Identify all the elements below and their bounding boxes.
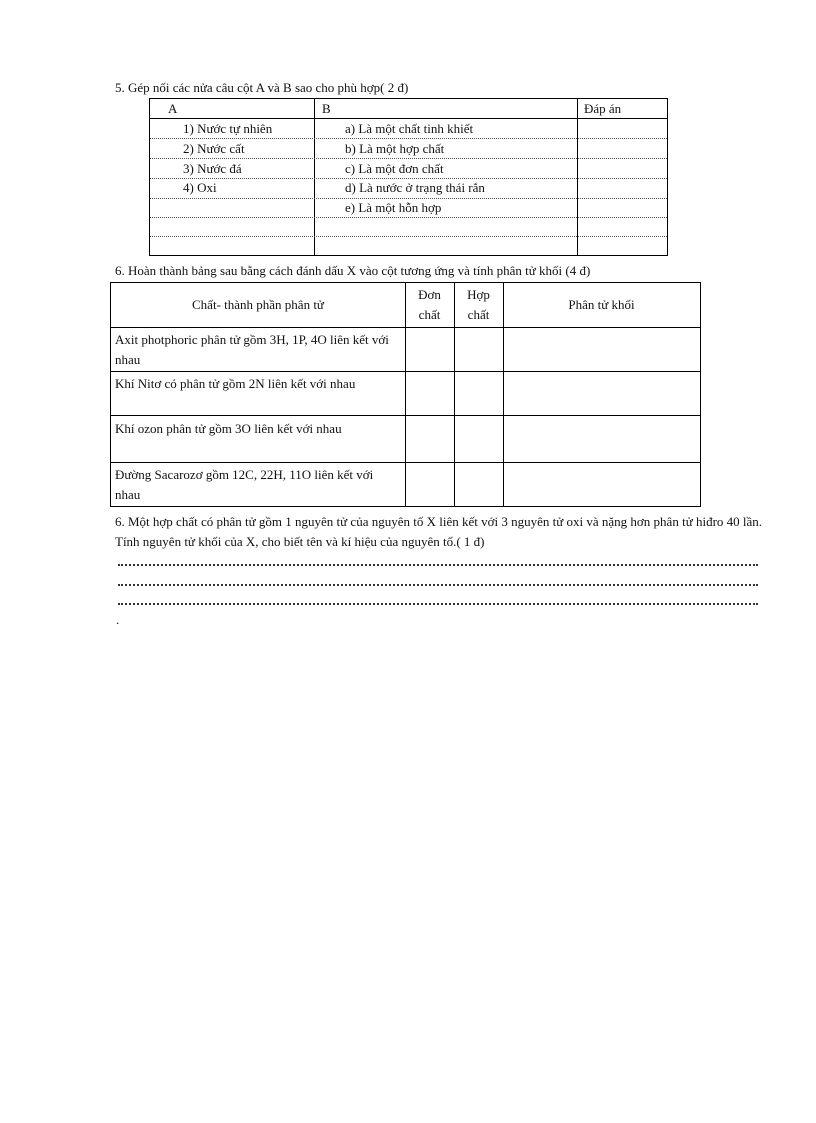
answer-line bbox=[118, 564, 758, 566]
row-divider bbox=[150, 198, 667, 199]
col-a-item-4: 4) Oxi bbox=[183, 180, 217, 195]
header-substance: Chất- thành phần phân tử bbox=[192, 297, 324, 312]
classification-table bbox=[110, 282, 701, 507]
row-divider bbox=[150, 178, 667, 179]
header-element-line-2: chất bbox=[418, 307, 441, 322]
row-divider bbox=[111, 371, 700, 372]
row-divider bbox=[111, 327, 700, 328]
col-b-item-b: b) Là một hợp chất bbox=[345, 141, 445, 156]
row-divider bbox=[150, 236, 667, 237]
row-divider bbox=[150, 158, 667, 159]
question-6b-text: 6. Một hợp chất có phân tử gồm 1 nguyên tử của nguyên tố X liên kết với 3 nguyên tử oxi và nặng hơn phân tử hiđro 40 lần. Tính nguyên tử khối của X, cho biết tên và kí hiệu của nguyên tố.( 1 đ) bbox=[115, 514, 763, 549]
answer-line bbox=[118, 603, 758, 605]
col-b-item-a: a) Là một chất tinh khiết bbox=[345, 121, 474, 136]
column-divider bbox=[577, 99, 578, 255]
header-compound-line-1: Hợp bbox=[467, 287, 490, 302]
row-divider bbox=[111, 462, 700, 463]
question-5-title: 5. Gép nối các nửa câu cột A và B sao cho phù hợp( 2 đ) bbox=[115, 80, 409, 95]
header-element-line-1: Đơn bbox=[418, 287, 441, 302]
row-substance-1: Axit photphoric phân tử gồm 3H, 1P, 4O liên kết với nhau bbox=[115, 332, 389, 367]
header-divider bbox=[150, 118, 667, 119]
header-col-b: B bbox=[322, 101, 331, 116]
row-substance-3: Khí ozon phân tử gồm 3O liên kết với nhau bbox=[115, 421, 342, 436]
column-divider bbox=[503, 283, 504, 506]
col-b-item-d: d) Là nước ở trạng thái rắn bbox=[345, 180, 485, 195]
col-a-item-1: 1) Nước tự nhiên bbox=[183, 121, 273, 136]
header-molecular-mass: Phân tử khối bbox=[568, 297, 635, 312]
col-a-item-3: 3) Nước đá bbox=[183, 161, 242, 176]
col-a-item-2: 2) Nước cất bbox=[183, 141, 245, 156]
row-divider bbox=[111, 415, 700, 416]
header-answer: Đáp án bbox=[584, 101, 622, 116]
row-substance-2: Khí Nitơ có phân tử gồm 2N liên kết với nhau bbox=[115, 376, 356, 391]
column-divider bbox=[314, 99, 315, 255]
col-b-item-c: c) Là một đơn chất bbox=[345, 161, 444, 176]
answer-line bbox=[118, 584, 758, 586]
row-substance-4: Đường Sacarozơ gồm 12C, 22H, 11O liên kết với nhau bbox=[115, 467, 374, 502]
row-divider bbox=[150, 138, 667, 139]
header-compound-line-2: chất bbox=[467, 307, 490, 322]
end-mark: . bbox=[116, 612, 120, 627]
col-b-item-e: e) Là một hỗn hợp bbox=[345, 200, 442, 215]
header-col-a: A bbox=[168, 101, 178, 116]
matching-table bbox=[149, 98, 668, 256]
question-6-title: 6. Hoàn thành bảng sau bằng cách đánh dấu X vào cột tương ứng và tính phân tử khối (4 đ) bbox=[115, 263, 591, 278]
row-divider bbox=[150, 217, 667, 218]
